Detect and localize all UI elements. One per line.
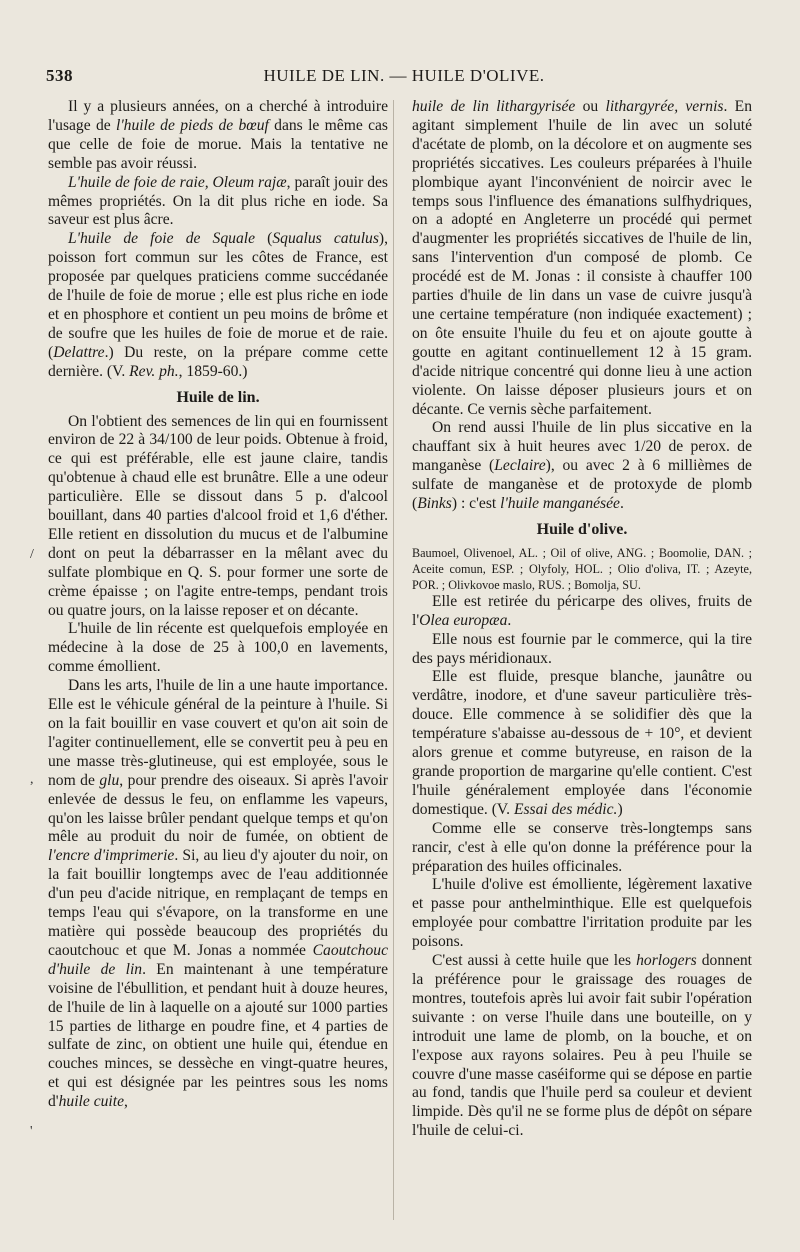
synonyms-list: Baumoel, Olivenoel, AL. ; Oil of olive, ANG. ; Boomolie, DAN. ; Aceite comun, ESP. ; Olyfoly, HOL. ; Olio d'oliva, IT. ; Azeyte, POR. ; Olivkovoe maslo, RUS. ; Bomolja, SU. <box>412 545 752 592</box>
section-heading-huile-d-olive: Huile d'olive. <box>536 520 628 538</box>
margin-mark: , <box>30 772 34 787</box>
paragraph-conservation-olive: Comme elle se conserve très-longtemps sans rancir, c'est à elle qu'on donne la préférence pour la préparation des huiles officinales. <box>412 819 752 875</box>
paragraph-usage-medical-olive: L'huile d'olive est émolliente, légèrement laxative et passe pour anthelminthique. Elle est quelquefois employée pour combattre l'irritation produite par les poisons. <box>412 876 752 951</box>
page-number: 538 <box>46 66 73 85</box>
paragraph-pieds-de-boeuf: Il y a plusieurs années, on a cherché à introduire l'usage de l'huile de pieds de bœuf dans le même cas que celle de foie de morue. Mais la tentative ne semble pas avoir réussi. <box>48 98 388 172</box>
paragraph-proprietes-olive: Elle est fluide, presque blanche, jaunâtre ou verdâtre, inodore, et d'une saveur particulière très-douce. Elle commence à se solidifier dès que la température s'abaisse au-dessous de + 10°, et devient alors grenue et comme butyreuse, en raison de la grande proportion de margarine qu'elle contient. C'est l'huile généralement employée dans l'économie domestique. (V. Essai des médic.) <box>412 668 752 818</box>
running-head: HUILE DE LIN. — HUILE D'OLIVE. <box>263 66 545 85</box>
paragraph-huile-de-squale: L'huile de foie de Squale (Squalus catulus), poisson fort commun sur les côtes de France, est proposée par quelques praticiens comme succédanée de l'huile de foie de morue ; elle est plus riche en iode et en phosphore et contient un peu moins de brôme et de soufre que les huiles de foie de morue et de raie. (Delattre.) Du reste, on la prépare comme cette dernière. (V. Rev. ph., 1859-60.) <box>48 230 389 380</box>
paragraph-huile-manganesee: On rend aussi l'huile de lin plus siccative en la chauffant six à huit heures avec 1/20 de perox. de manganèse (Leclaire), ou avec 2 à 6 millièmes de sulfate de manganèse et de protoxyde de plomb (Binks) : c'est l'huile manganésée. <box>412 419 752 513</box>
paragraph-huile-de-raie: L'huile de foie de raie, Oleum rajæ, paraît jouir des mêmes propriétés. On la dit plus riche en iode. Sa saveur est plus âcre. <box>48 173 388 229</box>
paragraph-horlogers: C'est aussi à cette huile que les horlogers donnent la préférence pour le graissage des rouages de montres, toutefois après lui avoir fait subir l'opération suivante : on verse l'huile dans une bouteille, on y introduit une lame de plomb, on la bouche, et on l'expose aux rayons solaires. Peu à peu l'huile se couvre d'une masse caséiforme qui se dépose en partie au fond, tandis que l'huile perd sa couleur et devient limpide. Dès qu'il ne se forme plus de dépôt on sépare l'huile de celui-ci. <box>412 952 752 1140</box>
paragraph-usage-arts-lin: Dans les arts, l'huile de lin a une haute importance. Elle est le véhicule général de la peinture à l'huile. Si on la fait bouillir en vase couvert et qu'on ait soin de l'agiter continuellement, elle se convertit peu à peu en une masse très-glutineuse, qui est employée, sous le nom de glu, pour prendre des oiseaux. Si après l'avoir enlevée de dessus le feu, on enflamme les vapeurs, qu'on les laisse brûler pendant quelque temps et qu'on mêle au produit du noir de fumée, on obtient de l'encre d'imprimerie. Si, au lieu d'y ajouter du noir, on la fait bouillir longtemps avec de l'eau additionnée d'un peu d'acide nitrique, en remplaçant de temps en temps l'eau qui s'évapore, on la transforme en une matière qui possède beaucoup des propriétés du caoutchouc et que M. Jonas a nommée Caoutchouc d'huile de lin. En maintenant à une température voisine de l'ébullition, et pendant huit à douze heures, de l'huile de lin à laquelle on a ajouté sur 1000 parties 15 parties de litharge en poudre fine, et 4 parties de sulfate de zinc, on obtient une huile qui, étendue en couches minces, se dessèche en vingt-quatre heures, et qui est désignée par les peintres sous les noms d'huile cuite, <box>48 677 389 1111</box>
paragraph-vernis: huile de lin lithargyrisée ou lithargyrée, vernis. En agitant simplement l'huile de lin avec un soluté d'acétate de plomb, on la décolore et on augmente ses propriétés siccatives. Les couleurs préparées à l'huile plombique ayant l'inconvénient de noircir avec le temps sous l'influence des émanations sulfhydriques, on a adopté en Angleterre un procédé qui permet d'augmenter les propriétés siccatives de l'huile de lin, sans l'intervention d'un composé de plomb. Ce procédé est de M. Jonas : il consiste à chauffer 100 parties d'huile de lin dans un vase de cuivre jusqu'à une certaine température (non indiquée exactement) ; on ôte ensuite l'huile du feu et on ajoute goutte à goutte en agitant continuellement 12 à 15 gram. d'acide nitrique concentré qui donne lieu à une action violente. On laisse déposer plusieurs jours et on décante. Ce vernis sèche parfaitement. <box>412 98 753 418</box>
paragraph-commerce-olive: Elle nous est fournie par le commerce, qui la tire des pays méridionaux. <box>412 630 752 667</box>
paragraph-usage-medical-lin: L'huile de lin récente est quelquefois employée en médecine à la dose de 25 à 100,0 en lavements, comme émollient. <box>48 620 388 676</box>
right-column <box>412 98 752 1141</box>
page-header <box>46 66 762 92</box>
left-column <box>48 98 388 1112</box>
paragraph-origine-olive: Elle est retirée du péricarpe des olives, fruits de l'Olea europæa. <box>412 592 752 629</box>
margin-mark: ' <box>30 1124 33 1139</box>
margin-mark: / <box>30 547 34 562</box>
paragraph-obtention-lin: On l'obtient des semences de lin qui en fournissent environ de 22 à 34/100 de leur poids. Obtenue à froid, ce qui est préférable, elle est jaune claire, tandis qu'obtenue à chaud elle est brunâtre. Elle a une odeur particulière. Elle se dissout dans 5 p. d'alcool bouillant, dans 40 parties d'alcool froid et 1,6 d'éther. Elle retient en dissolution du mucus et de l'albumine dont on peut la débarrasser en la mêlant avec du sulfate plombique en Q. S. pour former une sorte de crème épaisse ; on l'agite entre-temps, pendant trois ou quatre jours, on la laisse reposer et on décante. <box>48 412 388 619</box>
column-divider <box>393 100 394 1220</box>
section-heading-huile-de-lin: Huile de lin. <box>176 388 260 406</box>
